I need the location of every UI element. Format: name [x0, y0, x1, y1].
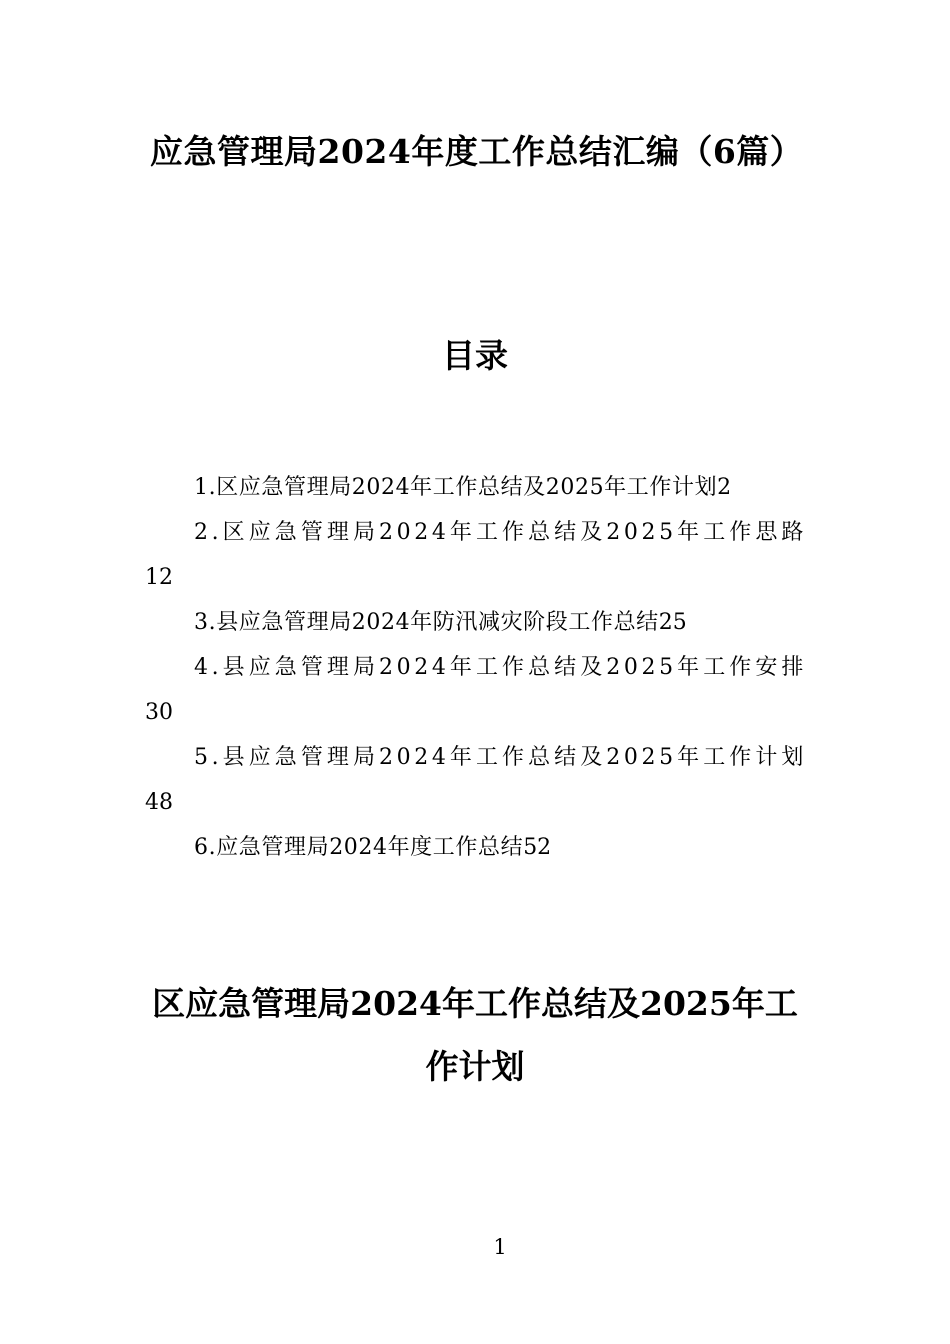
toc-heading: 目录 — [442, 336, 508, 375]
page-number: 1 — [493, 1235, 507, 1259]
toc-entry-label: 4.县应急管理局2024年工作总结及2025年工作安排 — [194, 655, 807, 680]
toc-entry-page: 52 — [523, 835, 552, 860]
table-of-contents — [145, 465, 807, 870]
toc-entry-5[interactable] — [145, 735, 807, 825]
toc-entry-label: 1.区应急管理局2024年工作总结及2025年工作计划 — [194, 475, 718, 500]
toc-entry-label: 3.县应急管理局2024年防汛减灾阶段工作总结 — [194, 610, 659, 635]
toc-entry-page: 30 — [145, 700, 173, 725]
toc-entry-page: 25 — [658, 610, 687, 635]
toc-entry-label: 2.区应急管理局2024年工作总结及2025年工作思路 — [194, 520, 807, 545]
toc-entry-label: 6.应急管理局2024年度工作总结 — [194, 835, 524, 860]
toc-entry-3[interactable] — [145, 600, 807, 645]
document-title: 应急管理局2024年度工作总结汇编（6篇） — [150, 132, 804, 171]
toc-entry-page: 2 — [717, 475, 732, 500]
toc-entry-page: 12 — [145, 565, 173, 590]
toc-entry-1[interactable] — [145, 465, 807, 510]
toc-entry-page: 48 — [145, 790, 173, 815]
toc-entry-4[interactable] — [145, 645, 807, 735]
toc-entry-6[interactable] — [145, 825, 807, 870]
toc-entry-label: 5.县应急管理局2024年工作总结及2025年工作计划 — [194, 745, 807, 770]
section-title: 区应急管理局2024年工作总结及2025年工作计划 — [152, 984, 798, 1086]
toc-entry-2[interactable] — [145, 510, 807, 600]
